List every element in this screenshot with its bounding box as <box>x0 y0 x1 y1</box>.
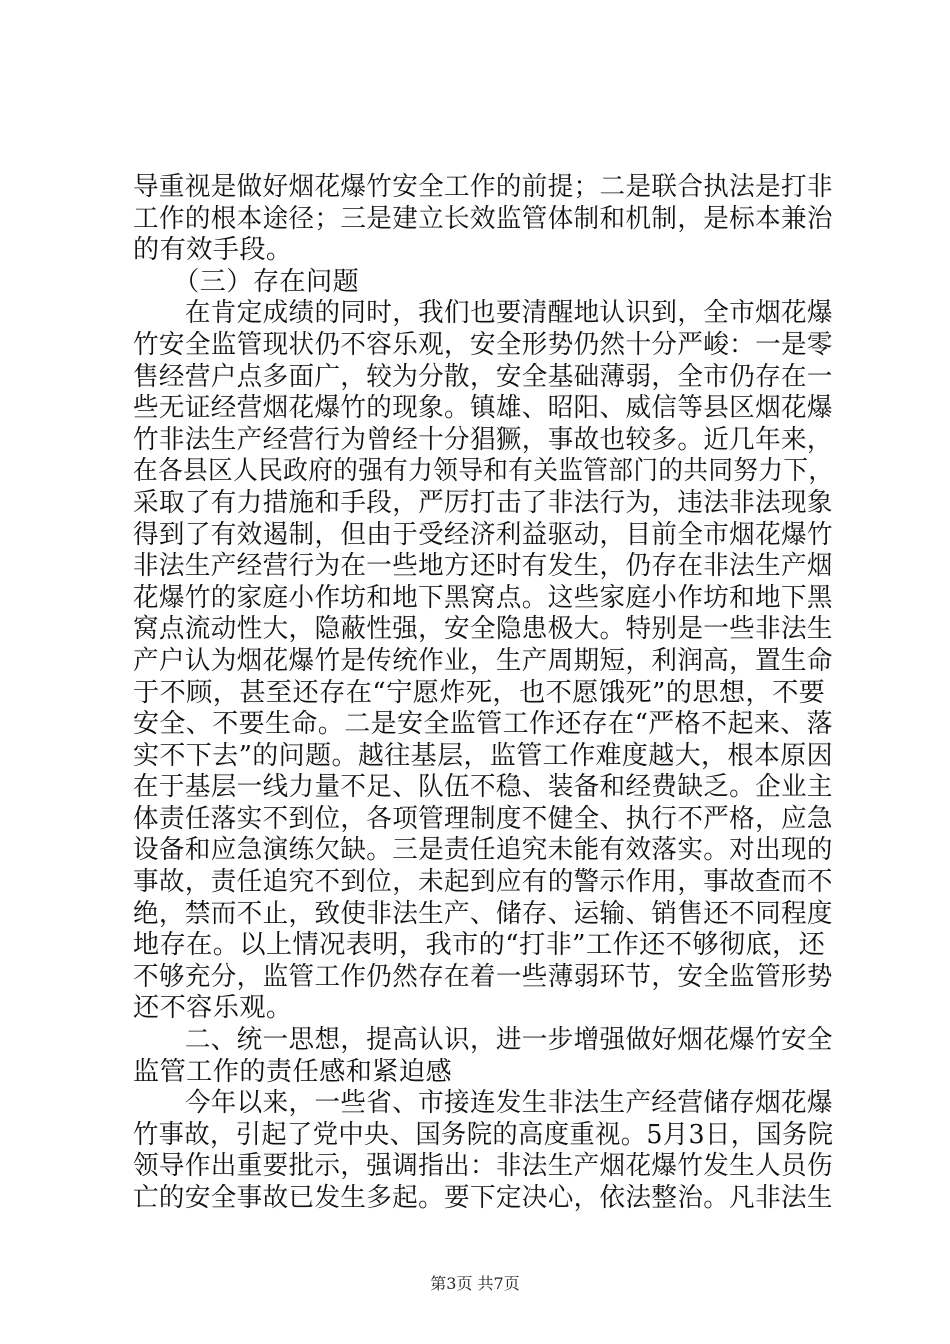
text-line: 工作的根本途径；三是建立长效监管体制和机制，是标本兼治 <box>133 203 833 234</box>
text-line: 还不容乐观。 <box>133 993 293 1024</box>
text-line: 竹安全监管现状仍不容乐观，安全形势仍然十分严峻：一是零 <box>133 329 833 360</box>
text-line: 售经营户点多面广，较为分散，安全基础薄弱，全市仍存在一 <box>133 361 833 392</box>
text-line: 设备和应急演练欠缺。三是责任追究未能有效落实。对出现的 <box>133 835 833 866</box>
text-line: 些无证经营烟花爆竹的现象。镇雄、昭阳、威信等县区烟花爆 <box>133 393 833 424</box>
text-line: 领导作出重要批示，强调指出：非法生产烟花爆竹发生人员伤 <box>133 1151 833 1182</box>
text-line: 实不下去”的问题。越往基层，监管工作难度越大，根本原因 <box>133 740 834 771</box>
page-footer: 第3页 共7页 <box>430 1274 520 1293</box>
text-line: 不够充分，监管工作仍然存在着一些薄弱环节，安全监管形势 <box>133 961 833 992</box>
text-line: 窝点流动性大，隐蔽性强，安全隐患极大。特别是一些非法生 <box>133 614 833 645</box>
text-line: 产户认为烟花爆竹是传统作业，生产周期短，利润高，置生命 <box>133 645 833 676</box>
text-line: 在肯定成绩的同时，我们也要清醒地认识到，全市烟花爆 <box>133 298 833 329</box>
text-line: （三）存在问题 <box>133 266 360 297</box>
text-line: 事故，责任追究不到位，未起到应有的警示作用，事故查而不 <box>133 867 833 898</box>
text-line: 采取了有力措施和手段，严厉打击了非法行为，违法非法现象 <box>133 487 833 518</box>
text-line: 今年以来，一些省、市接连发生非法生产经营储存烟花爆 <box>133 1088 833 1119</box>
text-line: 地存在。以上情况表明，我市的“打非”工作还不够彻底，还 <box>133 930 826 961</box>
text-line: 体责任落实不到位，各项管理制度不健全、执行不严格，应急 <box>133 803 833 834</box>
text-line: 的有效手段。 <box>133 235 293 266</box>
text-line: 在各县区人民政府的强有力领导和有关监管部门的共同努力下， <box>133 456 834 487</box>
text-line: 亡的安全事故已发生多起。要下定决心，依法整治。凡非法生 <box>133 1183 833 1213</box>
text-line: 于不顾，甚至还存在“宁愿炸死，也不愿饿死”的思想，不要 <box>133 677 826 708</box>
text-line: 安全、不要生命。二是安全监管工作还存在“严格不起来、落 <box>133 709 834 740</box>
text-line: 监管工作的责任感和紧迫感 <box>133 1056 453 1087</box>
text-line: 二、统一思想，提高认识，进一步增强做好烟花爆竹安全 <box>133 1025 833 1056</box>
text-line: 非法生产经营行为在一些地方还时有发生，仍存在非法生产烟 <box>133 551 833 582</box>
text-line: 在于基层一线力量不足、队伍不稳、装备和经费缺乏。企业主 <box>133 772 833 803</box>
text-line: 导重视是做好烟花爆竹安全工作的前提；二是联合执法是打非 <box>133 172 833 202</box>
text-line: 花爆竹的家庭小作坊和地下黑窝点。这些家庭小作坊和地下黑 <box>133 582 833 613</box>
body-text <box>133 172 833 1215</box>
text-line: 竹事故，引起了党中央、国务院的高度重视。5月3日，国务院 <box>133 1119 834 1150</box>
text-line: 竹非法生产经营行为曾经十分猖獗，事故也较多。近几年来， <box>133 424 833 455</box>
text-line: 得到了有效遏制，但由于受经济利益驱动，目前全市烟花爆竹 <box>133 519 833 550</box>
text-line: 绝，禁而不止，致使非法生产、储存、运输、销售还不同程度 <box>133 898 833 929</box>
